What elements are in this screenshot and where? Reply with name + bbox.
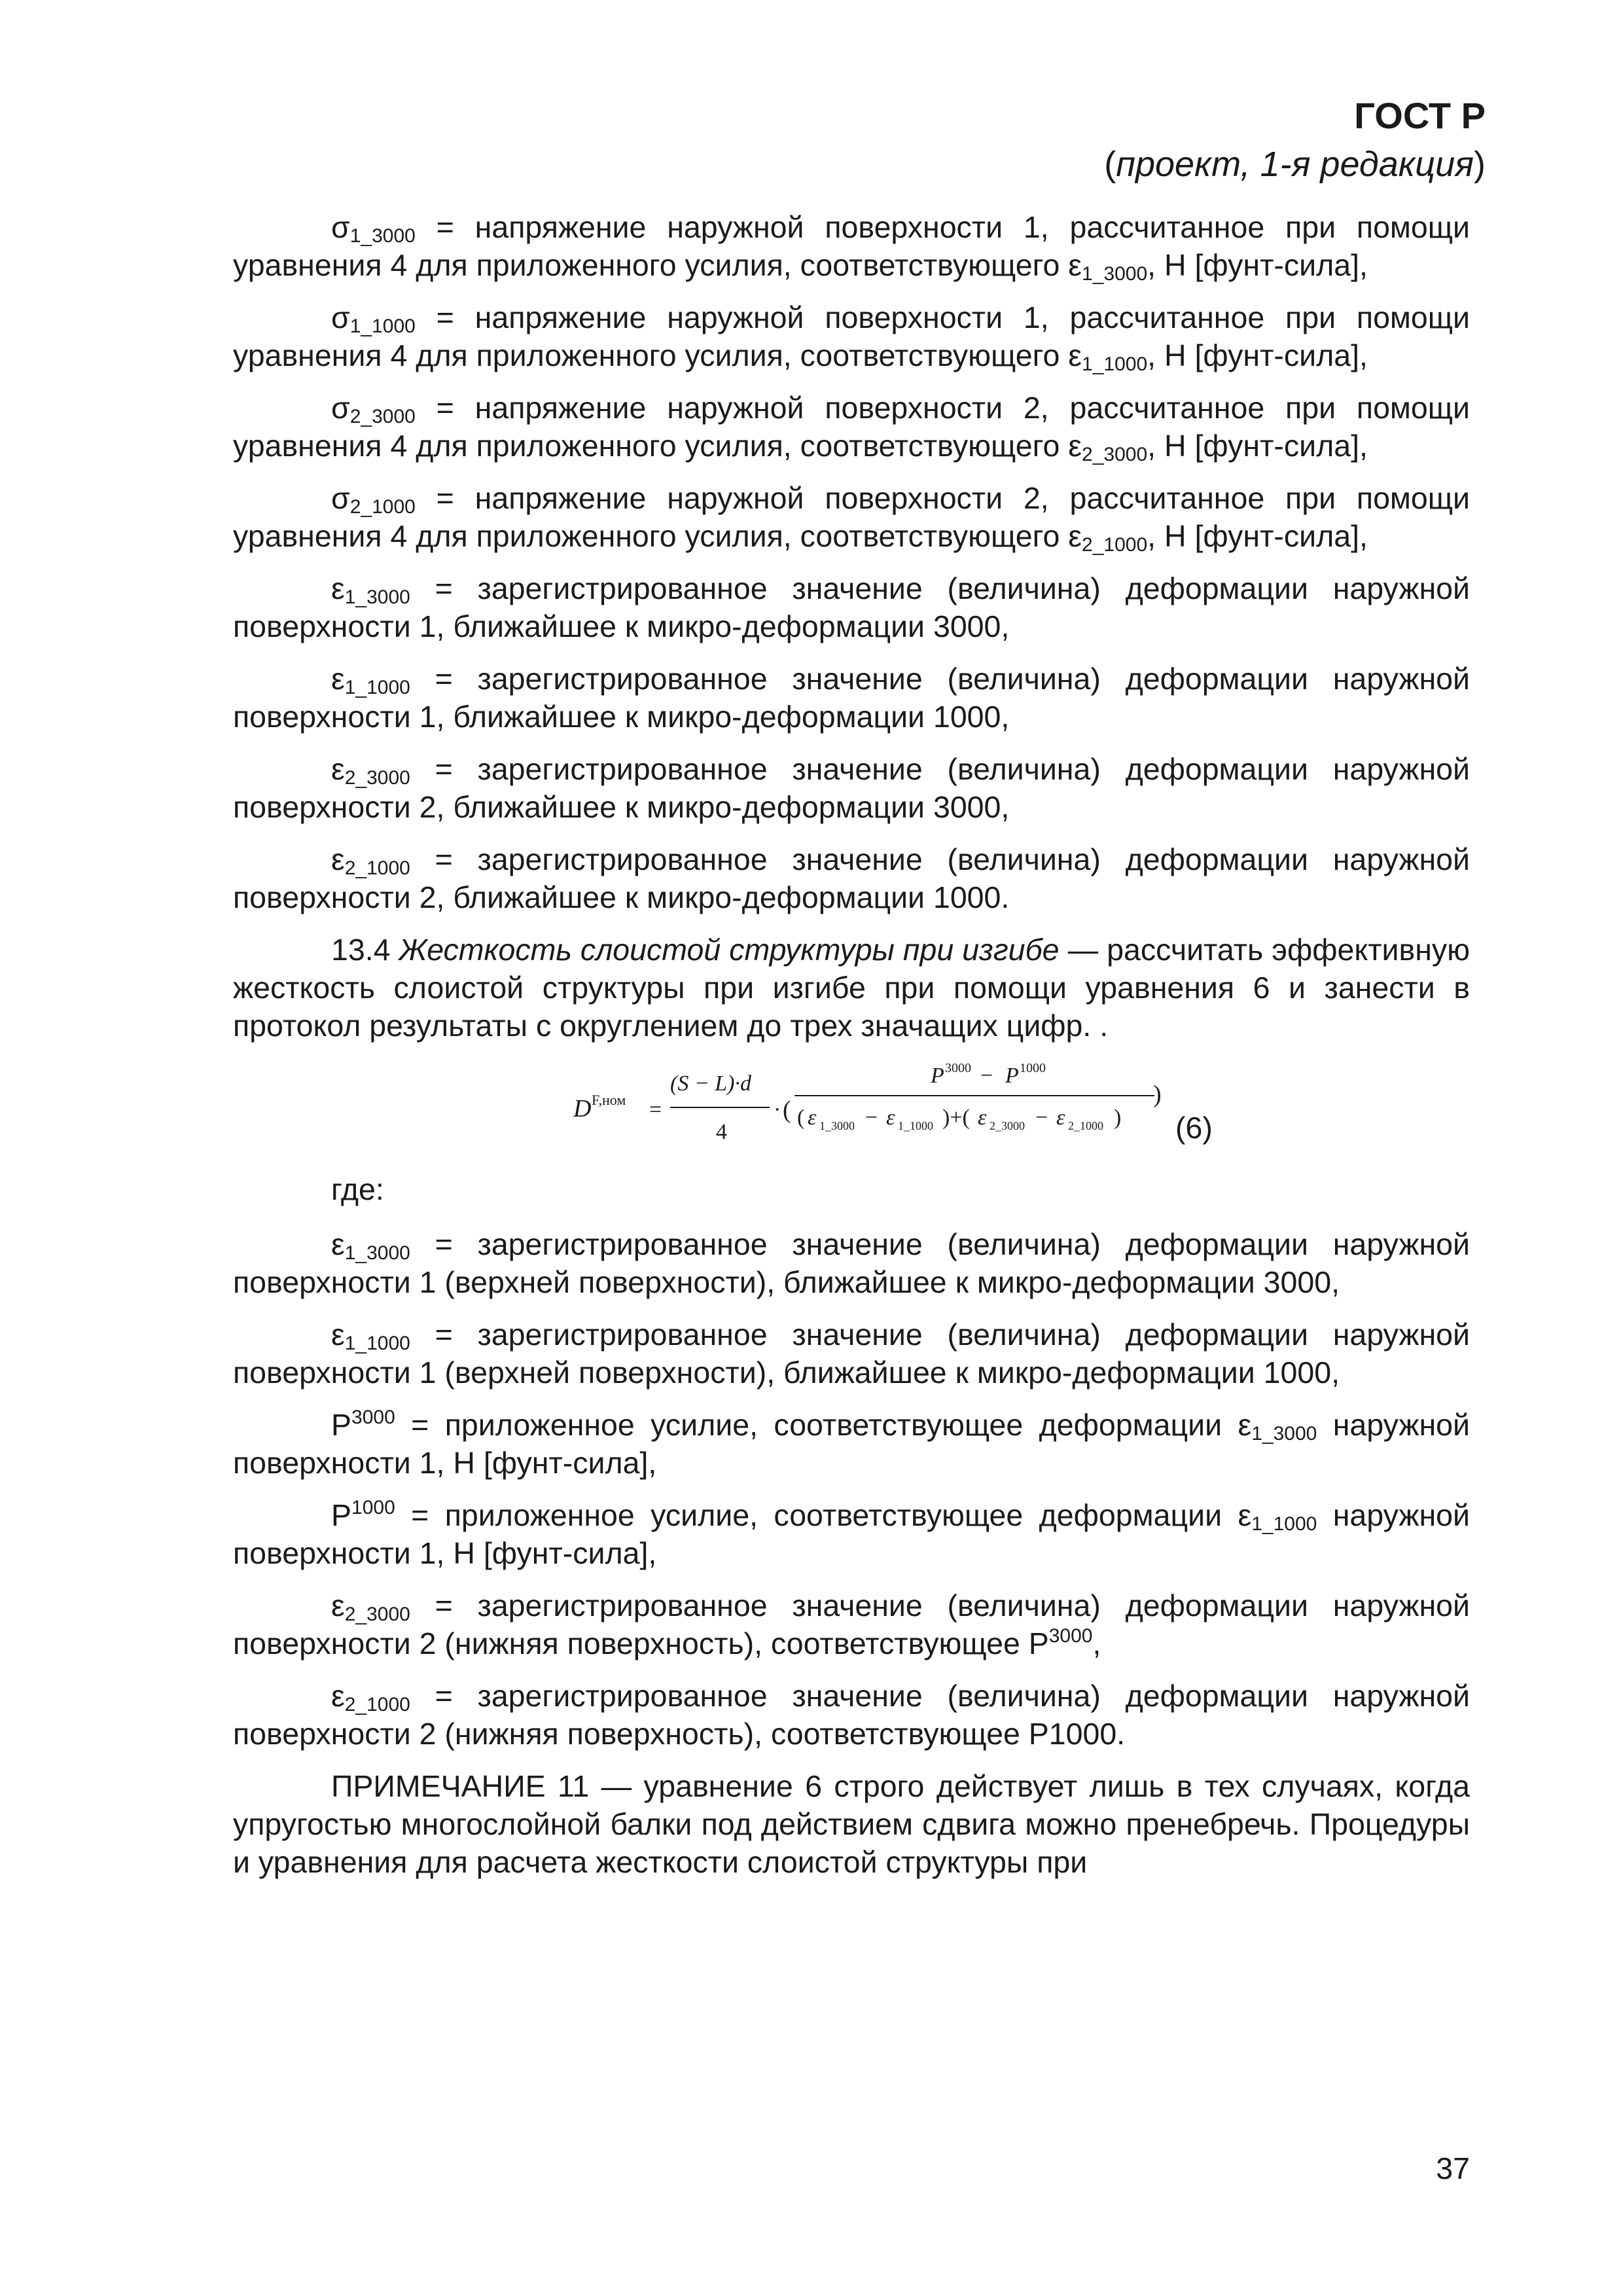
edition-subtitle: (проект, 1-я редакция) bbox=[1104, 145, 1486, 184]
svg-text:2_1000: 2_1000 bbox=[1068, 1119, 1103, 1132]
svg-text:ε: ε bbox=[886, 1105, 895, 1130]
where-label: где: bbox=[331, 1172, 384, 1206]
note-11: ПРИМЕЧАНИЕ 11 — уравнение 6 строго действует лишь в тех случаях, когда упругостью многослойной балки под действием сдвига можно пренебречь. Процедуры и уравнения для расчета жесткости слоистой структуры при bbox=[233, 1769, 1470, 1879]
svg-text:4: 4 bbox=[716, 1120, 727, 1144]
svg-text:(: ( bbox=[783, 1096, 791, 1124]
definition2-p-1000: $P^{1000}$ = приложенное усилие, соответствующее деформации $\varepsilon_{1\_1000}$ наружной поверхности 1, Н [фунт-сила], bbox=[233, 1497, 1470, 1570]
svg-text:): ) bbox=[1114, 1105, 1122, 1130]
definition-epsilon-2-1000: $\varepsilon_{2\_1000}$ = зарегистрированное значение (величина) деформации наружной поверхности 2, ближайшее к микро-деформации 1000. bbox=[233, 842, 1470, 914]
definition2-epsilon-1-3000: $\varepsilon_{1\_3000}$ = зарегистрированное значение (величина) деформации наружной поверхности 1 (верхней поверхности), ближайшее к микро-деформации 3000, bbox=[233, 1227, 1470, 1299]
svg-text:−: − bbox=[865, 1105, 878, 1130]
svg-text:ε: ε bbox=[1056, 1105, 1065, 1130]
svg-text:2_3000: 2_3000 bbox=[990, 1119, 1025, 1132]
definition2-epsilon-1-1000: $\varepsilon_{1\_1000}$ = зарегистрированное значение (величина) деформации наружной поверхности 1 (верхней поверхности), ближайшее к микро-деформации 1000, bbox=[233, 1318, 1470, 1390]
svg-text:)+(: )+( bbox=[942, 1105, 970, 1130]
svg-text:(S − L)·d: (S − L)·d bbox=[670, 1071, 751, 1096]
svg-text:ε: ε bbox=[808, 1105, 817, 1130]
svg-text:ε: ε bbox=[978, 1105, 987, 1130]
svg-text:): ) bbox=[1153, 1081, 1162, 1108]
svg-text:F,ном: F,ном bbox=[592, 1092, 626, 1108]
svg-text:1_1000: 1_1000 bbox=[898, 1119, 933, 1132]
svg-text:P: P bbox=[931, 1064, 944, 1088]
definition2-epsilon-2-3000: $\varepsilon_{2\_3000}$ = зарегистрированное значение (величина) деформации наружной поверхности 2 (нижняя поверхность), соответствующее $P^{3000}$, bbox=[233, 1588, 1470, 1660]
svg-text:−: − bbox=[980, 1064, 993, 1088]
definition-epsilon-1-1000: $\varepsilon_{1\_1000}$ = зарегистрированное значение (величина) деформации наружной поверхности 1, ближайшее к микро-деформации 1000, bbox=[233, 662, 1470, 734]
svg-text:P: P bbox=[1005, 1064, 1019, 1088]
svg-text:3000: 3000 bbox=[945, 1061, 971, 1075]
svg-text:=: = bbox=[649, 1098, 662, 1122]
definition-sigma-2-1000: $\sigma_{2\_1000}$ = напряжение наружной поверхности 2, рассчитанное при помощи уравнения 4 для приложенного усилия, соответствующего $\varepsilon_{2\_1000}$, Н [фунт-сила], bbox=[233, 481, 1470, 556]
svg-text:−: − bbox=[1035, 1105, 1048, 1130]
svg-text:D: D bbox=[573, 1095, 592, 1122]
definition-sigma-1-3000: $\sigma_{1\_3000}$ = напряжение наружной поверхности 1, рассчитанное при помощи уравнения 4 для приложенного усилия, соответствующего $\varepsilon_{1\_3000}$, Н [фунт-сила], bbox=[233, 210, 1470, 285]
svg-text:·: · bbox=[774, 1098, 781, 1122]
definition-sigma-2-3000: $\sigma_{2\_3000}$ = напряжение наружной поверхности 2, рассчитанное при помощи уравнения 4 для приложенного усилия, соответствующего $\varepsilon_{2\_3000}$, Н [фунт-сила], bbox=[233, 391, 1470, 465]
equation-number: (6) bbox=[1175, 1111, 1213, 1145]
equation-6-formula bbox=[573, 1059, 1162, 1158]
definition-sigma-1-1000: $\sigma_{1\_1000}$ = напряжение наружной поверхности 1, рассчитанное при помощи уравнения 4 для приложенного усилия, соответствующего $\varepsilon_{1\_1000}$, Н [фунт-сила], bbox=[233, 300, 1470, 375]
equation-6 bbox=[233, 1059, 1470, 1158]
page-number: 37 bbox=[1436, 2151, 1470, 2185]
standard-title: ГОСТ Р bbox=[1354, 95, 1486, 136]
definition2-epsilon-2-1000: $\varepsilon_{2\_1000}$ = зарегистрированное значение (величина) деформации наружной поверхности 2 (нижняя поверхность), соответствующее P1000. bbox=[233, 1679, 1470, 1751]
definition-epsilon-2-3000: $\varepsilon_{2\_3000}$ = зарегистрированное значение (величина) деформации наружной поверхности 2, ближайшее к микро-деформации 3000, bbox=[233, 752, 1470, 824]
svg-text:1_3000: 1_3000 bbox=[819, 1119, 855, 1132]
svg-text:1000: 1000 bbox=[1020, 1061, 1046, 1075]
svg-text:(: ( bbox=[797, 1105, 805, 1130]
document-body bbox=[233, 208, 1470, 1895]
definition2-p-3000: $P^{3000}$ = приложенное усилие, соответствующее деформации $\varepsilon_{1\_3000}$ наружной поверхности 1, Н [фунт-сила], bbox=[233, 1407, 1470, 1480]
section-13-4: 13.4 Жесткость слоистой структуры при изгибе — рассчитать эффективную жесткость слоистой структуры при изгибе при помощи уравнения 6 и занести в протокол результаты с округлением до трех значащих цифр. . bbox=[233, 933, 1471, 1043]
page-header bbox=[1104, 90, 1486, 187]
definition-epsilon-1-3000: $\varepsilon_{1\_3000}$ = зарегистрированное значение (величина) деформации наружной поверхности 1, ближайшее к микро-деформации 3000, bbox=[233, 571, 1470, 643]
